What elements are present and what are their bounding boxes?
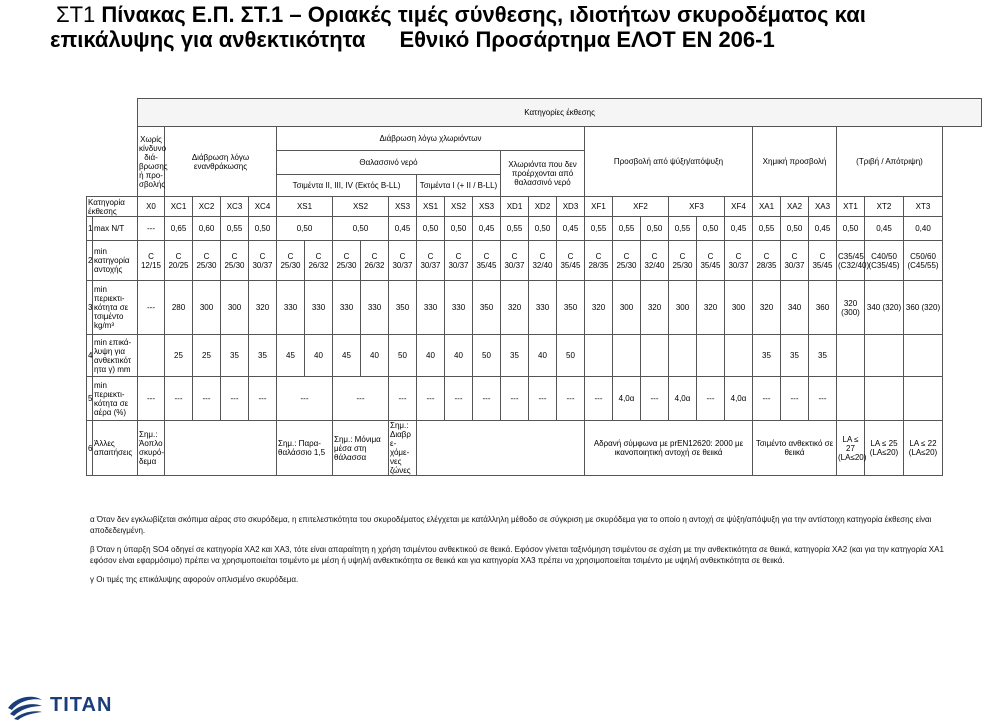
value-cell: C 20/25	[165, 241, 193, 281]
value-cell: 340	[781, 281, 809, 335]
header-seawater: Θαλασσινό νερό	[277, 151, 501, 175]
value-cell: 350	[557, 281, 585, 335]
value-cell	[865, 335, 904, 377]
value-cell: ---	[697, 377, 725, 421]
code-cell: XF3	[669, 197, 725, 217]
header-chemical: Χημική προσβολή	[753, 127, 837, 197]
value-cell: 340 (320)	[865, 281, 904, 335]
title-standard: Εθνικό Προσάρτημα ΕΛΟΤ ΕΝ 206-1	[399, 27, 775, 52]
title-main: Πίνακας Ε.Π. ΣΤ.1 – Οριακές τιμές σύνθεσης, ιδιοτήτων σκυροδέματος και επικάλυψης για ανθεκτικότητα	[50, 2, 866, 52]
value-cell: 0,50	[417, 217, 445, 241]
value-cell: 40	[361, 335, 389, 377]
footnote-c: γ Οι τιμές της επικάλυψης αφορούν οπλισμένο σκυρόδεμα.	[90, 575, 299, 584]
value-cell: 300	[193, 281, 221, 335]
code-cell: XC1	[165, 197, 193, 217]
value-cell: 330	[445, 281, 473, 335]
value-cell: 40	[445, 335, 473, 377]
titan-logo	[6, 690, 112, 720]
header-carbonation: Διάβρωση λόγω ενανθράκωσης	[165, 127, 277, 197]
value-cell: ---	[529, 377, 557, 421]
value-cell: ---	[138, 377, 165, 421]
value-cell: 0,55	[221, 217, 249, 241]
header-freeze-thaw: Προσβολή από ψύξη/απόψυξη	[585, 127, 753, 197]
row-label: min κατηγορία αντοχής	[93, 241, 138, 281]
header-non-sea-chlorides: Χλωριόντα που δεν προέρχονται από θαλασσινό νερό	[501, 151, 585, 197]
header-exposure-categories: Κατηγορίες έκθεσης	[138, 99, 982, 127]
value-cell: 25	[165, 335, 193, 377]
note-la-xt3: LA ≤ 22 (LA≤20)	[904, 421, 943, 476]
code-cell: XA3	[809, 197, 837, 217]
code-cell: XC2	[193, 197, 221, 217]
row-number: 2	[87, 241, 93, 281]
value-cell: C 25/30	[221, 241, 249, 281]
value-cell: 45	[277, 335, 305, 377]
value-cell: ---	[193, 377, 221, 421]
value-cell: ---	[809, 377, 837, 421]
value-cell: 35	[781, 335, 809, 377]
note-plain-concrete: Σημ.: Άοπλο σκυρό-δεμα	[138, 421, 165, 476]
row-number: 4	[87, 335, 93, 377]
row-label-category: Κατηγορία έκθεσης	[87, 197, 138, 217]
value-cell: 0,45	[557, 217, 585, 241]
title-prefix: ΣΤ1	[56, 2, 96, 27]
value-cell: ---	[333, 377, 389, 421]
value-cell: ---	[138, 217, 165, 241]
row-label: max N/T	[93, 217, 138, 241]
code-cell: XT1	[837, 197, 865, 217]
value-cell: 300	[669, 281, 697, 335]
value-cell: C40/50 (C35/45)	[865, 241, 904, 281]
value-cell: 0,55	[613, 217, 641, 241]
value-cell: C 30/37	[417, 241, 445, 281]
code-cell: XF2	[613, 197, 669, 217]
value-cell: 0,50	[529, 217, 557, 241]
value-cell: 330	[277, 281, 305, 335]
value-cell: 0,45	[865, 217, 904, 241]
code-cell: XD3	[557, 197, 585, 217]
value-cell: C50/60 (C45/55)	[904, 241, 943, 281]
code-cell: XD1	[501, 197, 529, 217]
value-cell: 50	[557, 335, 585, 377]
header-cement-b: Τσιμέντα I (+ II / B-LL)	[417, 175, 501, 197]
titan-logo-icon	[6, 690, 44, 720]
value-cell: 25	[193, 335, 221, 377]
value-cell: 320	[641, 281, 669, 335]
value-cell: C 30/37	[781, 241, 809, 281]
value-cell: ---	[417, 377, 445, 421]
value-cell: C 25/30	[613, 241, 641, 281]
value-cell: 4,0α	[669, 377, 697, 421]
value-cell: 320	[249, 281, 277, 335]
value-cell: 35	[753, 335, 781, 377]
code-cell: XD2	[529, 197, 557, 217]
value-cell: 0,50	[641, 217, 669, 241]
header-no-risk: Χωρίς κίνδυνο διά-βρωσης ή προ-σβολής	[138, 127, 165, 197]
value-cell: 0,45	[389, 217, 417, 241]
value-cell: 50	[389, 335, 417, 377]
value-cell: 320	[501, 281, 529, 335]
value-cell	[904, 335, 943, 377]
value-cell: C 26/32	[305, 241, 333, 281]
footnote-b: β Όταν η ύπαρξη SO4 οδηγεί σε κατηγορία XA2 και XA3, τότε είναι απαραίτητη η χρήση τσιμέντου ανθεκτικού σε θειικά. Εφόσον γίνεται ταξινόμηση τσιμέντου σε σχέση με την ανθεκτικότητα σε θειικά, κατηγορία XA2 (και για την κατηγορία XA1 εφόσον είναι εφαρμόσιμο) πρέπει να χρησιμοποιείται τσιμέντο με μέση ή υψηλή ανθεκτικότητα σε θειικά και για κατηγορία XA3 πρέπει να χρησιμοποιείται τσιμέντο με υψηλή ανθεκτικότητα σε θειικά.	[90, 545, 944, 565]
value-cell: 35	[501, 335, 529, 377]
value-cell	[697, 335, 725, 377]
value-cell: C 32/40	[641, 241, 669, 281]
value-cell	[904, 377, 943, 421]
value-cell: ---	[165, 377, 193, 421]
value-cell: C35/45 (C32/40)	[837, 241, 865, 281]
value-cell: 0,45	[809, 217, 837, 241]
value-cell: 35	[221, 335, 249, 377]
row-number: 6	[87, 421, 93, 476]
value-cell: 300	[221, 281, 249, 335]
value-cell: ---	[501, 377, 529, 421]
value-cell: 0,50	[781, 217, 809, 241]
row-label: min περιεκτι-κότητα σε αέρα (%)	[93, 377, 138, 421]
code-cell: XC4	[249, 197, 277, 217]
value-cell: C 30/37	[501, 241, 529, 281]
value-cell	[585, 335, 613, 377]
value-cell: C 28/35	[753, 241, 781, 281]
value-cell: C 25/30	[277, 241, 305, 281]
value-cell: C 35/45	[557, 241, 585, 281]
code-cell: XF4	[725, 197, 753, 217]
value-cell: 40	[305, 335, 333, 377]
exposure-classes-table	[86, 98, 982, 476]
value-cell: 0,55	[501, 217, 529, 241]
value-cell: ---	[389, 377, 417, 421]
code-cell: XT2	[865, 197, 904, 217]
value-cell: 360 (320)	[904, 281, 943, 335]
value-cell: 330	[305, 281, 333, 335]
value-cell: ---	[473, 377, 501, 421]
logo-text: TITAN	[50, 693, 113, 716]
note-splash-zones: Σημ.: Διαβρ ε-χόμε-νες ζώνες	[389, 421, 417, 476]
value-cell: 0,55	[585, 217, 613, 241]
value-cell: C 32/40	[529, 241, 557, 281]
value-cell	[613, 335, 641, 377]
header-chlorides: Διάβρωση λόγω χλωριόντων	[277, 127, 585, 151]
value-cell	[138, 335, 165, 377]
value-cell: 0,55	[753, 217, 781, 241]
value-cell: 0,60	[193, 217, 221, 241]
value-cell: C 35/45	[473, 241, 501, 281]
value-cell: ---	[445, 377, 473, 421]
footnote-a: α Όταν δεν εγκλωβίζεται σκόπιμα αέρας στο σκυρόδεμα, η επιτελεστικότητα του σκυροδέματος ελέγχεται με κατάλληλη μέθοδο σε σύγκριση με σκυρόδεμα για το οποίο η αντοχή σε ψύξη/απόψυξη για την αντίστοιχη κατηγορία έκθεσης είναι αποδεδειγμένη.	[90, 515, 932, 535]
table-footnotes	[90, 514, 950, 593]
value-cell: 320 (300)	[837, 281, 865, 335]
note-aggregates: Αδρανή σύμφωνα με prEN12620: 2000 με ικανοποιητική αντοχή σε θειικά	[585, 421, 753, 476]
header-cement-a: Τσιμέντα II, III, IV (Εκτός B-LL)	[277, 175, 417, 197]
value-cell: 0,45	[725, 217, 753, 241]
value-cell: ---	[641, 377, 669, 421]
value-cell: 45	[333, 335, 361, 377]
value-cell: 50	[473, 335, 501, 377]
value-cell	[641, 335, 669, 377]
row-number: 3	[87, 281, 93, 335]
value-cell: ---	[781, 377, 809, 421]
value-cell: 0,50	[445, 217, 473, 241]
value-cell: ---	[557, 377, 585, 421]
row-label: min επικά-λυψη για ανθεκτικότ ητα γ) mm	[93, 335, 138, 377]
value-cell: 360	[809, 281, 837, 335]
value-cell: 320	[753, 281, 781, 335]
value-cell: 350	[389, 281, 417, 335]
slide-title	[50, 2, 955, 52]
value-cell: C 30/37	[445, 241, 473, 281]
value-cell	[669, 335, 697, 377]
code-cell: XA1	[753, 197, 781, 217]
value-cell: 0,50	[697, 217, 725, 241]
value-cell: 300	[725, 281, 753, 335]
value-cell: 330	[361, 281, 389, 335]
value-cell: 280	[165, 281, 193, 335]
value-cell	[865, 377, 904, 421]
header-abrasion: (Τριβή / Απότριψη)	[837, 127, 943, 197]
code-cell: XS3	[389, 197, 417, 217]
value-cell: C 25/30	[333, 241, 361, 281]
value-cell: C 25/30	[193, 241, 221, 281]
value-cell: ---	[221, 377, 249, 421]
value-cell: 0,65	[165, 217, 193, 241]
code-cell: XS1	[277, 197, 333, 217]
value-cell: C 30/37	[725, 241, 753, 281]
code-cell: XF1	[585, 197, 613, 217]
value-cell: C 35/45	[809, 241, 837, 281]
value-cell: 4,0α	[613, 377, 641, 421]
code-cell: XA2	[781, 197, 809, 217]
value-cell: 350	[473, 281, 501, 335]
value-cell: 0,50	[277, 217, 333, 241]
value-cell: 0,50	[249, 217, 277, 241]
value-cell: 4,0α	[725, 377, 753, 421]
value-cell: 35	[249, 335, 277, 377]
value-cell: C 26/32	[361, 241, 389, 281]
value-cell: C 12/15	[138, 241, 165, 281]
row-label: Άλλες απαιτήσεις	[93, 421, 138, 476]
value-cell: 330	[333, 281, 361, 335]
value-cell: ---	[138, 281, 165, 335]
value-cell: ---	[277, 377, 333, 421]
code-cell: XS2	[445, 197, 473, 217]
value-cell: ---	[585, 377, 613, 421]
value-cell: 0,55	[669, 217, 697, 241]
value-cell	[837, 335, 865, 377]
value-cell	[837, 377, 865, 421]
code-cell: XS1	[417, 197, 445, 217]
code-cell: XT3	[904, 197, 943, 217]
value-cell	[725, 335, 753, 377]
value-cell: 0,40	[904, 217, 943, 241]
row-number: 1	[87, 217, 93, 241]
row-number: 5	[87, 377, 93, 421]
value-cell: 40	[417, 335, 445, 377]
value-cell: 330	[417, 281, 445, 335]
value-cell: 320	[697, 281, 725, 335]
note-la-xt1: LA ≤ 27 (LA≤20)	[837, 421, 865, 476]
note-coastal: Σημ.: Παρα-θαλάσσιο 1,5	[277, 421, 333, 476]
value-cell: 35	[809, 335, 837, 377]
value-cell: 330	[529, 281, 557, 335]
code-cell: XC3	[221, 197, 249, 217]
note-la-xt2: LA ≤ 25 (LA≤20)	[865, 421, 904, 476]
code-cell: XS3	[473, 197, 501, 217]
value-cell: 320	[585, 281, 613, 335]
note-sulfate-cement: Τσιμέντο ανθεκτικό σε θειικά	[753, 421, 837, 476]
value-cell: C 35/45	[697, 241, 725, 281]
value-cell: C 25/30	[669, 241, 697, 281]
value-cell: 0,45	[473, 217, 501, 241]
note-submerged: Σημ.: Μόνιμα μέσα στη θάλασσα	[333, 421, 389, 476]
value-cell: C 30/37	[249, 241, 277, 281]
value-cell: C 30/37	[389, 241, 417, 281]
value-cell: ---	[249, 377, 277, 421]
value-cell: C 28/35	[585, 241, 613, 281]
value-cell: 0,50	[333, 217, 389, 241]
value-cell: 40	[529, 335, 557, 377]
code-cell: XS2	[333, 197, 389, 217]
code-cell: X0	[138, 197, 165, 217]
row-label: min περιεκτι-κότητα σε τσιμέντο kg/m³	[93, 281, 138, 335]
value-cell: 0,50	[837, 217, 865, 241]
value-cell: 300	[613, 281, 641, 335]
value-cell: ---	[753, 377, 781, 421]
